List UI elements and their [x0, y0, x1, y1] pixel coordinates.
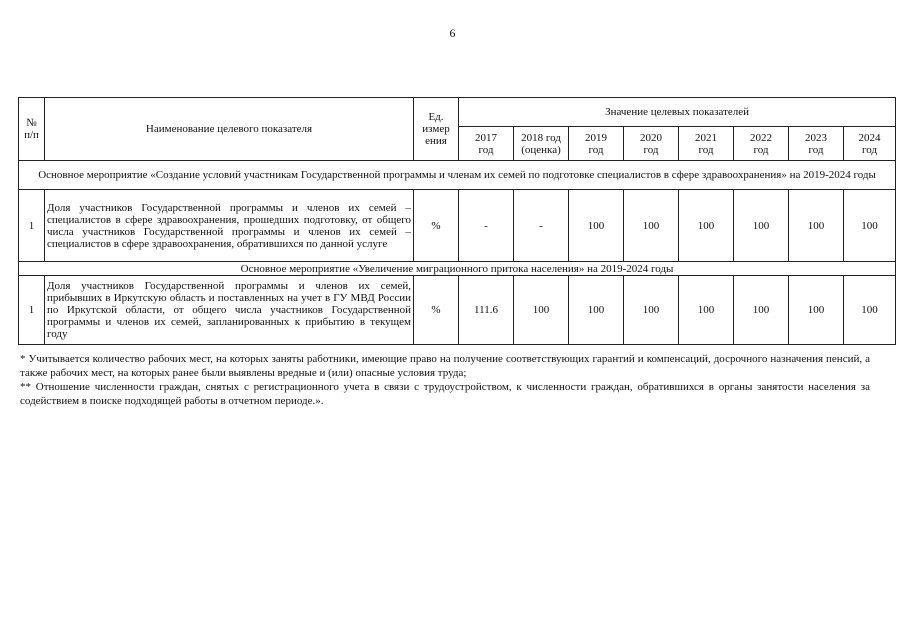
row-unit: %: [414, 276, 459, 345]
section-row: [19, 262, 896, 276]
row-value: -: [459, 190, 514, 262]
header-year: 2024 год: [844, 127, 896, 161]
row-value: 100: [569, 190, 624, 262]
row-value: 100: [514, 276, 569, 345]
row-value: -: [514, 190, 569, 262]
header-year: 2017 год: [459, 127, 514, 161]
table-row: [19, 190, 896, 262]
section-row: [19, 161, 896, 190]
footnotes: [20, 352, 870, 408]
footnote: ** Отношение численности граждан, снятых с регистрационного учета в связи с трудоустройством, к численности граждан, обратившихся в органы занятости населения за содействием в поиске подходящей работы в отчетном периоде.».: [20, 381, 870, 407]
footnote: * Учитывается количество рабочих мест, на которых заняты работники, имеющие право на получение соответствующих гарантий и компенсаций, досрочного назначения пенсий, а также рабочих мест, на которых ранее были выявлены вредные и (или) опасные условия труда;: [20, 353, 870, 379]
section-title: Основное мероприятие «Создание условий участникам Государственной программы и членам их семей по подготовке специалистов в сфере здравоохранения» на 2019-2024 годы: [19, 161, 896, 190]
row-value: 100: [624, 190, 679, 262]
header-unit: Ед. измер ения: [414, 98, 459, 161]
row-unit: %: [414, 190, 459, 262]
row-value: 100: [789, 190, 844, 262]
row-num: 1: [19, 276, 45, 345]
header-year: 2020 год: [624, 127, 679, 161]
header-row-top: [19, 98, 896, 127]
row-value: 100: [734, 276, 789, 345]
header-year: 2023 год: [789, 127, 844, 161]
row-num: 1: [19, 190, 45, 262]
row-value: 100: [624, 276, 679, 345]
table-row: [19, 276, 896, 345]
row-value: 100: [734, 190, 789, 262]
header-year: 2019 год: [569, 127, 624, 161]
header-values-group: Значение целевых показателей: [459, 98, 896, 127]
row-value: 100: [679, 276, 734, 345]
row-value: 100: [789, 276, 844, 345]
page-number: 6: [449, 26, 456, 40]
row-value: 100: [844, 190, 896, 262]
header-year: 2021 год: [679, 127, 734, 161]
header-year: 2022 год: [734, 127, 789, 161]
header-year: 2018 год (оценка): [514, 127, 569, 161]
row-name: Доля участников Государственной программы и членов их семей, прибывших в Иркутскую область и поставленных на учет в ГУ МВД России по Иркутской области, от общего числа участников Государственной программы и членов их семей, запланированных к прибытию в текущем году: [45, 276, 414, 345]
row-value: 100: [679, 190, 734, 262]
row-value: 100: [569, 276, 624, 345]
row-value: 100: [844, 276, 896, 345]
row-name: Доля участников Государственной программы и членов их семей – специалистов в сфере здравоохранения, прошедших подготовку, от общего числа участников Государственной программы и членов их семей – специалистов в сфере здравоохранения, обратившихся по данной услуге: [45, 190, 414, 262]
header-num: № п/п: [19, 98, 45, 161]
header-name: Наименование целевого показателя: [45, 98, 414, 161]
section-title: Основное мероприятие «Увеличение миграционного притока населения» на 2019-2024 годы: [19, 262, 896, 276]
target-indicators-table: [18, 97, 896, 345]
row-value: 111.6: [459, 276, 514, 345]
